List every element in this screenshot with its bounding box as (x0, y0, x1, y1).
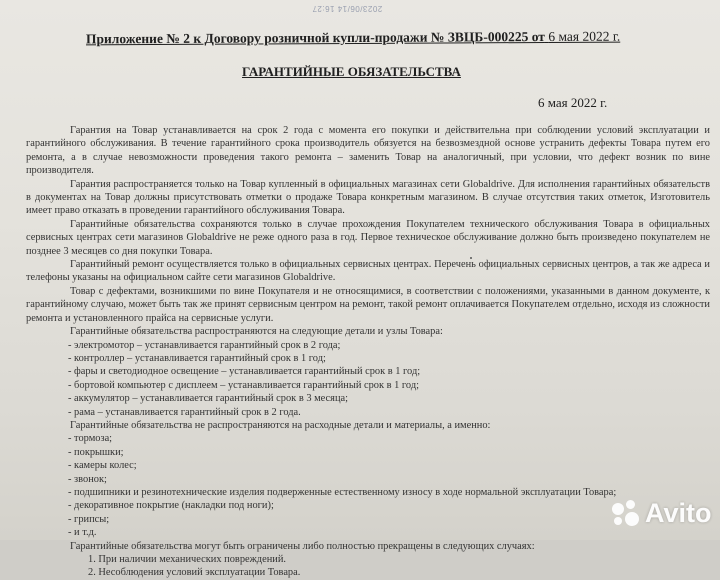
list-item: - рама – устанавливается гарантийный срок в 2 года. (68, 406, 301, 418)
heading-text: Приложение № 2 к Договору розничной купли-продажи № ЗВЦБ-000225 от (85, 28, 545, 47)
excluded-parts-list (26, 432, 710, 539)
watermark-text: Avito (645, 498, 712, 528)
list-item: - грипсы; (68, 513, 110, 525)
list-item: 1. При наличии механических повреждений. (88, 554, 286, 565)
list-item: - подшипники и резинотехнические изделия подверженные естественному износу в ходе нормальной эксплуатации Товара; (68, 486, 617, 498)
list-item: - звонок; (68, 473, 107, 485)
document-title: ГАРАНТИЙНЫЕ ОБЯЗАТЕЛЬСТВА (242, 64, 461, 79)
heading-date: 6 мая 2022 г. (548, 28, 621, 44)
document-body (26, 124, 710, 580)
list-item: - и т.д. (68, 527, 97, 539)
list-item: - тормоза; (68, 433, 113, 445)
termination-cases-list (26, 553, 710, 580)
paragraph: Гарантийные обязательства сохраняются только в случае прохождения Покупателем технического обслуживания Товара в официальных сервисных центрах сети магазинов Globaldrive не реже одного раза в год. Первое техническое обслуживание должно быть произведено покупателем не позднее 3 месяцев со дня покупки Товара. (26, 218, 710, 257)
covered-parts-list (26, 339, 710, 419)
ink-dot (470, 257, 472, 259)
paragraph: Гарантийный ремонт осуществляется только в официальных сервисных центрах. Перечень официальных сервисных центров, а так же адреса и телефоны указаны на официальном сайте сети магазинов Globaldrive. (26, 259, 710, 284)
date-stamp: 2023/06/14 16:27 (312, 4, 383, 13)
paragraph: Гарантийные обязательства распространяются на следующие детали и узлы Товара: (70, 326, 443, 338)
avito-logo-icon (612, 500, 640, 528)
list-item: 2. Несоблюдения условий эксплуатации Товара. (88, 567, 301, 579)
list-item: - аккумулятор – устанавливается гарантийный срок в 3 месяца; (68, 393, 349, 405)
avito-watermark (612, 498, 712, 529)
list-item: - фары и светодиодное освещение – устанавливается гарантийный срок в 1 год; (68, 366, 421, 378)
list-item: - электромотор – устанавливается гарантийный срок в 2 года; (68, 339, 341, 351)
list-item: - декоративное покрытие (накладки под ноги); (68, 500, 274, 512)
paragraph: Гарантийные обязательства не распространяются на расходные детали и материалы, а именно: (70, 419, 491, 431)
paragraph: Гарантия распространяется только на Товар купленный в официальных магазинах сети Globaldrive. Для исполнения гарантийных обязательств в документах на Товар должны присутствовать отметки о продаже Товара конкретным магазином. В случае отсутствия таких отметок, Изготовитель имеет право отказать в проведении гарантийного обслуживания Товара. (26, 178, 710, 217)
list-item: - контроллер – устанавливается гарантийный срок в 1 год; (68, 352, 326, 364)
paragraph: Гарантийные обязательства могут быть ограничены либо полностью прекращены в следующих случаях: (70, 540, 535, 552)
list-item: - бортовой компьютер с дисплеем – устанавливается гарантийный срок в 1 год; (68, 379, 419, 391)
document-heading (86, 29, 620, 48)
document-date: 6 мая 2022 г. (538, 95, 608, 110)
paragraph: Гарантия на Товар устанавливается на срок 2 года с момента его покупки и действительна при соблюдении условий эксплуатации и гарантийного обслуживания. В течение гарантийного срока производитель обязуется на безвозмездной основе устранить дефекты Товара путем его ремонта, а в случае невозможности проведения такого ремонта – заменить Товар на аналогичный, при условии, что дефект возник по вине производителя. (26, 125, 710, 177)
paragraph: Товар с дефектами, возникшими по вине Покупателя и не относящимися, в соответствии с положениями, указанными в данном документе, к гарантийному случаю, может быть так же принят сервисным центром на ремонт, такой ремонт оплачивается Покупателем отдельно, исходя из сложности ремонта и установленного прайса на сервисные услуги. (26, 285, 710, 324)
list-item: - покрышки; (68, 446, 124, 458)
list-item: - камеры колес; (68, 460, 137, 472)
